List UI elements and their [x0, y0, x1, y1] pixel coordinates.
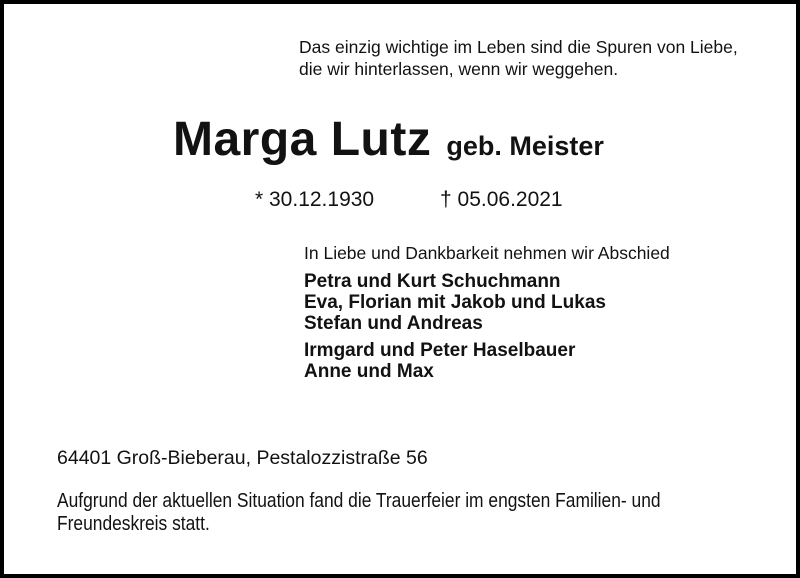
epigraph — [299, 36, 738, 80]
epigraph-line-1: Das einzig wichtige im Leben sind die Spuren von Liebe, — [299, 37, 738, 57]
epigraph-line-2: die wir hinterlassen, wenn wir weggehen. — [299, 59, 619, 79]
death-date: † 05.06.2021 — [440, 188, 563, 211]
mourner-line: Eva, Florian mit Jakob und Lukas — [304, 292, 606, 313]
maiden-name: geb. Meister — [446, 131, 604, 161]
mourner-line: Irmgard und Peter Haselbauer — [304, 340, 576, 361]
address-line: 64401 Groß-Bieberau, Pestalozzistraße 56 — [57, 447, 428, 469]
farewell-line: In Liebe und Dankbarkeit nehmen wir Abschied — [304, 243, 670, 263]
mourners-group-2 — [304, 340, 575, 382]
funeral-note — [57, 490, 661, 535]
funeral-note-line-1: Aufgrund der aktuellen Situation fand die Trauerfeier im engsten Familien- und — [57, 490, 661, 512]
mourner-line: Stefan und Andreas — [304, 313, 483, 334]
mourner-line: Petra und Kurt Schuchmann — [304, 271, 561, 292]
mourners-group-1 — [304, 271, 606, 334]
funeral-note-line-2: Freundeskreis statt. — [57, 512, 210, 535]
deceased-name: Marga Lutz — [173, 113, 432, 166]
birth-date: * 30.12.1930 — [255, 188, 375, 211]
mourner-line: Anne und Max — [304, 361, 434, 382]
deceased-name-line — [173, 112, 604, 167]
